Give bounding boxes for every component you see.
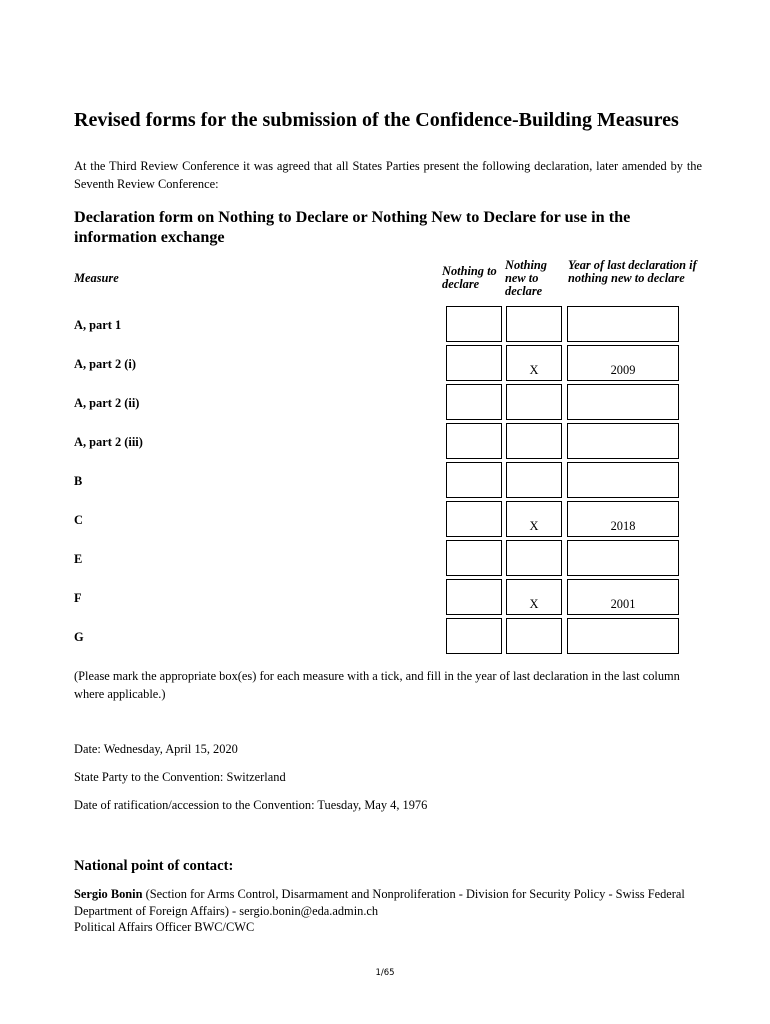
year-of-last-declaration-field[interactable] xyxy=(567,306,679,342)
contact-name: Sergio Bonin xyxy=(74,887,143,901)
measure-label: A, part 1 xyxy=(74,318,122,332)
nothing-new-to-declare-box[interactable] xyxy=(506,579,562,615)
year-of-last-declaration-field-value: 2001 xyxy=(610,597,636,611)
measure-label: C xyxy=(74,513,83,527)
nothing-new-to-declare-box[interactable] xyxy=(506,501,562,537)
nothing-to-declare-box[interactable] xyxy=(446,618,502,654)
measure-label: A, part 2 (iii) xyxy=(74,435,143,449)
measure-label: A, part 2 (i) xyxy=(74,357,136,371)
header-year-of-last-declaration: Year of last declaration if nothing new to declare xyxy=(568,258,697,285)
measure-label: E xyxy=(74,552,83,566)
document-title: Revised forms for the submission of the Confidence-Building Measures xyxy=(74,109,679,131)
header-nothing-to-declare: Nothing to declare xyxy=(442,264,497,291)
contact-heading: National point of contact: xyxy=(74,858,234,874)
measure-label: G xyxy=(74,630,84,644)
measure-label: B xyxy=(74,474,83,488)
nothing-new-to-declare-box[interactable] xyxy=(506,306,562,342)
year-of-last-declaration-field-value: 2018 xyxy=(610,519,636,533)
nothing-new-to-declare-box-value: X xyxy=(529,363,539,377)
nothing-new-to-declare-box[interactable] xyxy=(506,462,562,498)
header-nothing-new-to-declare: Nothing new to declare xyxy=(505,258,548,298)
year-of-last-declaration-field[interactable] xyxy=(567,423,679,459)
nothing-to-declare-box[interactable] xyxy=(446,345,502,381)
contact-details: (Section for Arms Control, Disarmament and Nonproliferation - Division for Security Policy - Swiss Federal Department of Foreign Affairs) - sergio.bonin@eda.admin.ch xyxy=(74,887,685,918)
header-measure: Measure xyxy=(74,271,119,285)
date-line: Date: Wednesday, April 15, 2020 xyxy=(74,742,238,756)
year-of-last-declaration-field[interactable] xyxy=(567,345,679,381)
year-of-last-declaration-field[interactable] xyxy=(567,618,679,654)
year-of-last-declaration-field-value: 2009 xyxy=(610,363,636,377)
state-party-line: State Party to the Convention: Switzerland xyxy=(74,770,286,784)
nothing-new-to-declare-box[interactable] xyxy=(506,345,562,381)
nothing-to-declare-box[interactable] xyxy=(446,501,502,537)
nothing-to-declare-box[interactable] xyxy=(446,423,502,459)
year-of-last-declaration-field[interactable] xyxy=(567,579,679,615)
ratification-line: Date of ratification/accession to the Convention: Tuesday, May 4, 1976 xyxy=(74,798,428,812)
year-of-last-declaration-field[interactable] xyxy=(567,462,679,498)
measure-label: A, part 2 (ii) xyxy=(74,396,140,410)
nothing-new-to-declare-box[interactable] xyxy=(506,423,562,459)
nothing-to-declare-box[interactable] xyxy=(446,384,502,420)
instruction-note: (Please mark the appropriate box(es) for each measure with a tick, and fill in the year of last declaration in the last column where applicable.) xyxy=(74,669,680,701)
nothing-new-to-declare-box[interactable] xyxy=(506,384,562,420)
year-of-last-declaration-field[interactable] xyxy=(567,540,679,576)
nothing-new-to-declare-box-value: X xyxy=(529,519,539,533)
nothing-new-to-declare-box-value: X xyxy=(529,597,539,611)
contact-role: Political Affairs Officer BWC/CWC xyxy=(74,920,255,934)
page-number: 1/65 xyxy=(375,968,395,978)
intro-paragraph: At the Third Review Conference it was agreed that all States Parties present the following declaration, later amended by the Seventh Review Conference: xyxy=(74,159,702,191)
nothing-to-declare-box[interactable] xyxy=(446,306,502,342)
measure-label: F xyxy=(74,591,82,605)
nothing-to-declare-box[interactable] xyxy=(446,462,502,498)
nothing-to-declare-box[interactable] xyxy=(446,540,502,576)
form-subtitle: Declaration form on Nothing to Declare or Nothing New to Declare for use in the information exchange xyxy=(74,208,631,246)
nothing-to-declare-box[interactable] xyxy=(446,579,502,615)
year-of-last-declaration-field[interactable] xyxy=(567,501,679,537)
year-of-last-declaration-field[interactable] xyxy=(567,384,679,420)
contact-block xyxy=(74,886,694,936)
nothing-new-to-declare-box[interactable] xyxy=(506,540,562,576)
nothing-new-to-declare-box[interactable] xyxy=(506,618,562,654)
